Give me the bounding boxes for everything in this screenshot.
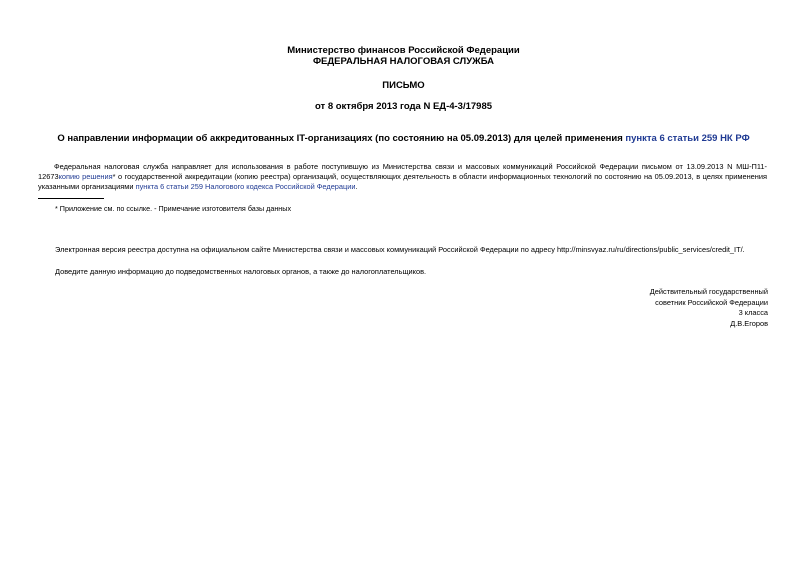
decision-copy-link[interactable]: копию решения [58,172,113,181]
signature-line-1: Действительный государственный [649,287,768,296]
p1-text-1: Федеральная налоговая служба направляет для использования в работе поступившую из Министерства связи и массовых коммуникаций Российской Федерации письмом от 13.09.2013 N МШ-П11-12673 [38,162,767,181]
service-name: ФЕДЕРАЛЬНАЯ НАЛОГОВАЯ СЛУЖБА [312,56,495,67]
document-header [0,45,807,67]
signature-line-3: 3 класса [738,308,768,317]
letter-type: ПИСЬМО [382,80,425,91]
ministry-name: Министерство финансов Российской Федерации [287,45,520,56]
letter-subject [0,133,807,144]
p1-text-2: * о государственной аккредитации (копию реестра) организаций, осуществляющих деятельность в области информационных технологий по состоянию на 05.09.2013, в целях применения указанными организациями [38,172,767,191]
subject-law-link[interactable]: пункта 6 статьи 259 НК РФ [625,133,750,144]
subject-text: О направлении информации об аккредитованных IT-организациях (по состоянию на 05.09.2013) для целей применения [57,133,626,144]
footnote-divider [38,198,104,199]
body-paragraph-3: Доведите данную информацию до подведомственных налоговых органов, а также до налогоплательщиков. [55,267,427,276]
signature-block [588,287,768,329]
p1-text-3: . [355,182,358,191]
body-paragraph-1 [38,162,767,192]
signature-name: Д.В.Егоров [730,318,768,328]
letter-date: от 8 октября 2013 года N ЕД-4-3/17985 [314,101,493,112]
body-paragraph-2: Электронная версия реестра доступна на официальном сайте Министерства связи и массовых коммуникаций Российской Федерации по адресу http://minsvyaz.ru/ru/directions/public_services/credit_IT/. [55,245,745,254]
tax-code-link[interactable]: пункта 6 статьи 259 Налогового кодекса Российской Федерации [135,182,356,191]
footnote: * Приложение см. по ссылке. - Примечание изготовителя базы данных [55,204,292,213]
signature-line-2: советник Российской Федерации [655,297,768,307]
